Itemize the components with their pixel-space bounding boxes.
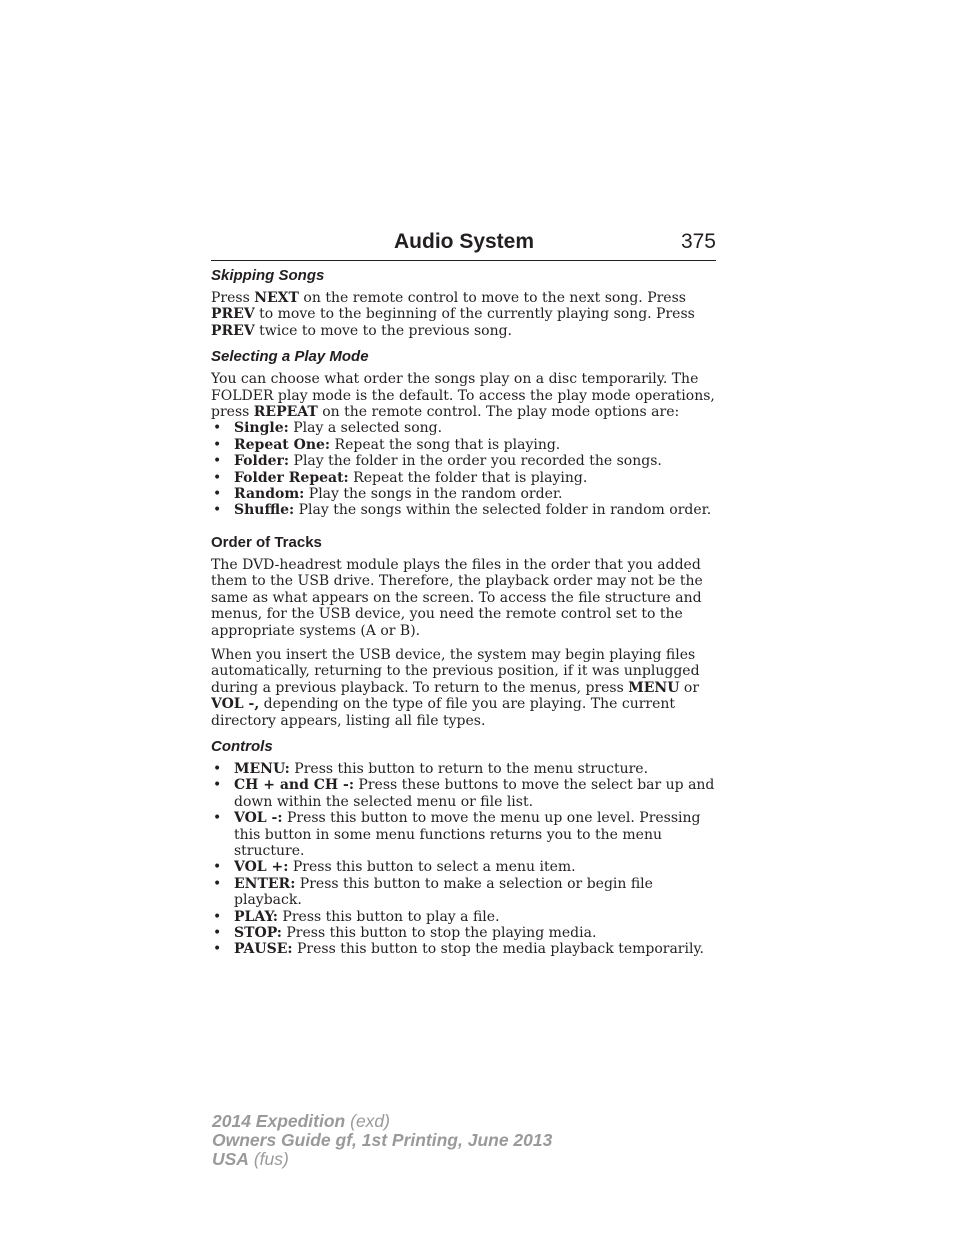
item-text: Press this button to return to the menu structure.	[289, 760, 649, 777]
item-text: Press this button to move the menu up one level. Pressing this button in some menu functions returns you to the menu structure.	[234, 810, 701, 859]
item-text: Play the songs within the selected folder in random order.	[294, 502, 712, 519]
footer-line-3	[212, 1150, 552, 1169]
list-item	[211, 470, 716, 486]
item-text: Play the folder in the order you recorded the songs.	[289, 453, 662, 470]
item-term: VOL +:	[234, 859, 289, 876]
list-item	[211, 486, 716, 502]
list-item	[211, 810, 716, 859]
heading-skipping-songs: Skipping Songs	[211, 267, 325, 284]
bold-term: VOL -,	[211, 696, 260, 713]
item-text: Repeat the song that is playing.	[330, 436, 561, 453]
text-run: or	[679, 679, 700, 696]
item-term: Random:	[234, 486, 305, 503]
page-content	[211, 266, 716, 966]
bold-term: NEXT	[254, 290, 299, 306]
list-item	[211, 437, 716, 453]
item-text: Press this button to stop the media playback temporarily.	[292, 941, 704, 958]
footer-code: (exd)	[345, 1111, 390, 1131]
bold-term: REPEAT	[253, 404, 318, 421]
item-text: Press this button to stop the playing media.	[281, 925, 597, 941]
page-footer	[212, 1112, 552, 1169]
item-term: Repeat One:	[234, 436, 331, 453]
order-paragraph-2	[211, 647, 716, 729]
text-run: to move to the beginning of the currently playing song. Press	[254, 306, 695, 323]
text-run: on the remote control. The play mode options are:	[317, 404, 680, 421]
list-item	[211, 909, 716, 925]
controls-list	[211, 761, 716, 958]
item-term: Folder:	[234, 453, 290, 470]
footer-market-code: (fus)	[248, 1149, 289, 1169]
item-term: PAUSE:	[234, 941, 293, 958]
item-text: Play the songs in the random order.	[304, 486, 563, 503]
list-item	[211, 777, 716, 810]
item-term: MENU:	[234, 760, 290, 777]
item-term: PLAY:	[234, 908, 278, 925]
footer-line-1	[212, 1112, 552, 1131]
footer-printing: Owners Guide gf, 1st Printing, June 2013	[212, 1130, 553, 1150]
text-run: depending on the type of file you are playing. The current directory appears, listing all file types.	[211, 696, 676, 729]
list-item	[211, 502, 716, 518]
item-term: Folder Repeat:	[234, 469, 349, 486]
heading-order-of-tracks: Order of Tracks	[211, 533, 322, 551]
play-mode-list	[211, 420, 716, 518]
page-number: 375	[680, 230, 716, 253]
item-text: Press this button to select a menu item.	[288, 859, 576, 876]
page-header	[211, 229, 716, 261]
item-term: STOP:	[234, 925, 282, 941]
list-item	[211, 941, 716, 957]
play-mode-paragraph	[211, 371, 716, 420]
list-item	[211, 453, 716, 469]
heading-play-mode: Selecting a Play Mode	[211, 348, 369, 366]
bold-term: MENU	[628, 679, 680, 696]
item-term: CH + and CH -:	[234, 777, 354, 794]
item-text: Press these buttons to move the select bar up and down within the selected menu or file list.	[234, 777, 715, 810]
item-text: Press this button to make a selection or begin file playback.	[234, 875, 653, 909]
list-item	[211, 420, 716, 436]
item-term: ENTER:	[234, 875, 296, 892]
heading-controls: Controls	[211, 737, 273, 755]
bold-term: PREV	[211, 322, 255, 339]
list-item	[211, 761, 716, 777]
text-run: When you insert the USB device, the system may begin playing files automatically, returning to the previous position, if it was unplugged during a previous playback. To return to the menus, press	[211, 646, 700, 696]
item-text: Play a selected song.	[288, 420, 443, 437]
text-run: Press	[211, 290, 255, 306]
item-term: VOL -:	[234, 810, 283, 827]
skipping-paragraph	[211, 290, 716, 339]
item-text: Press this button to play a file.	[277, 908, 500, 925]
list-item	[211, 859, 716, 875]
text-run: on the remote control to move to the next song. Press	[298, 290, 686, 306]
order-paragraph-1: The DVD-headrest module plays the files in the order that you added them to the USB drive. Therefore, the playback order may not be the same as what appears on the screen. To access the file structure and menus, for the USB device, you need the remote control set to the appropriate systems (A or B).	[211, 556, 703, 639]
item-term: Single:	[234, 420, 289, 437]
text-run: You can choose what order the songs play on a disc temporarily. The FOLDER play mode is the default. To access the play mode operations, press	[211, 371, 715, 421]
item-text: Repeat the folder that is playing.	[348, 469, 588, 486]
list-item	[211, 925, 716, 941]
text-run: twice to move to the previous song.	[254, 322, 513, 339]
footer-market: USA	[212, 1149, 249, 1169]
bold-term: PREV	[211, 306, 255, 323]
list-item	[211, 876, 716, 909]
section-title: Audio System	[394, 230, 535, 253]
footer-line-2	[212, 1131, 552, 1150]
footer-model: 2014 Expedition	[212, 1111, 346, 1131]
item-term: Shuffle:	[234, 502, 295, 519]
